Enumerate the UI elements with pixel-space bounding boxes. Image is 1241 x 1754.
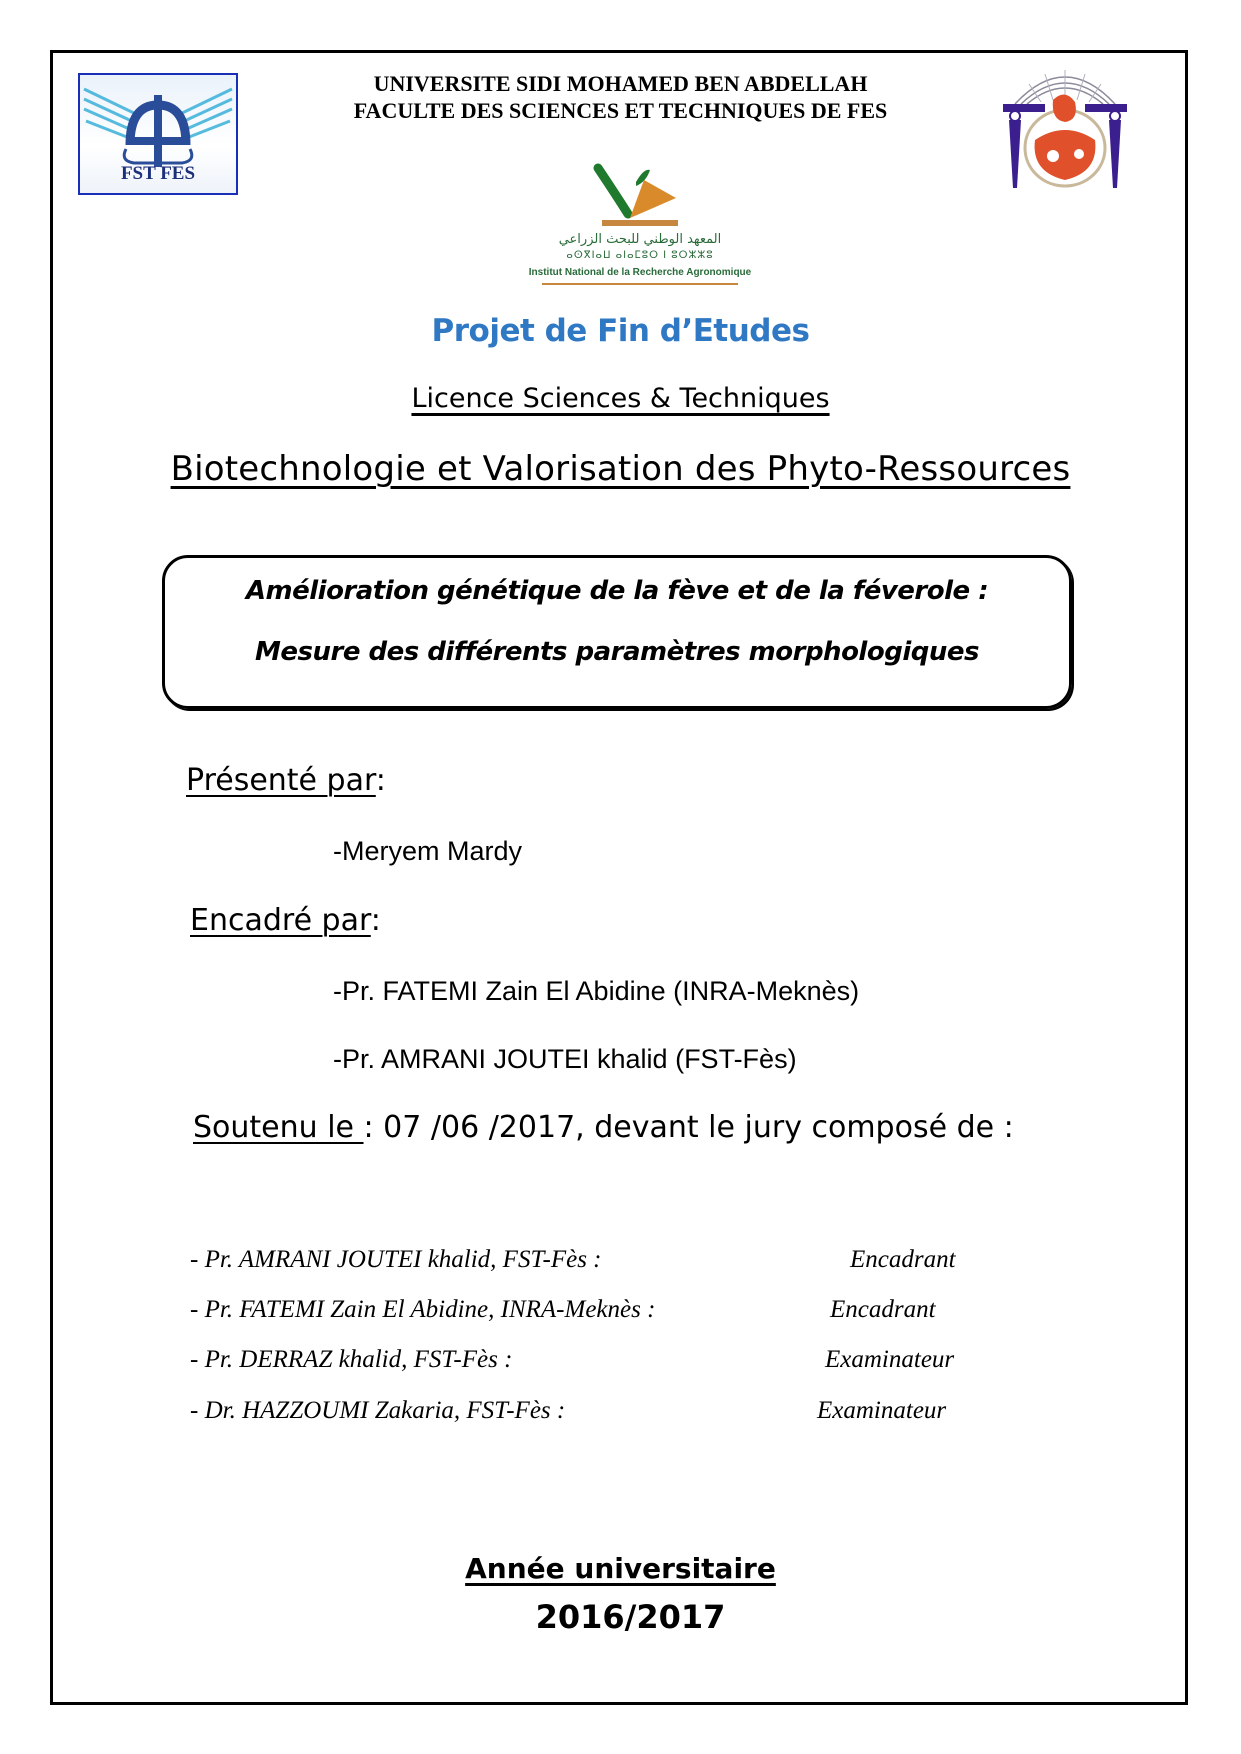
academic-year: 2016/2017 bbox=[535, 1598, 726, 1636]
jury-member-name: - Pr. FATEMI Zain El Abidine, INRA-Meknès : bbox=[190, 1296, 656, 1323]
jury-member-name: - Dr. HAZZOUMI Zakaria, FST-Fès : bbox=[190, 1397, 566, 1424]
degree-text: Licence Sciences & Techniques bbox=[411, 383, 830, 414]
jury-member-name: - Pr. AMRANI JOUTEI khalid, FST-Fès : bbox=[190, 1246, 602, 1273]
presented-by-text: Présenté par bbox=[186, 763, 376, 798]
presented-by-colon: : bbox=[375, 763, 386, 798]
presented-by-label bbox=[186, 763, 386, 798]
supervisor-1: -Pr. FATEMI Zain El Abidine (INRA-Meknès) bbox=[333, 976, 860, 1006]
defense-label: Soutenu le bbox=[193, 1110, 364, 1145]
page-border bbox=[50, 50, 1188, 1705]
program-text: Biotechnologie et Valorisation des Phyto-Ressources bbox=[170, 449, 1071, 489]
student-name: -Meryem Mardy bbox=[333, 836, 523, 866]
jury-row bbox=[190, 1346, 1000, 1378]
defense-line bbox=[193, 1110, 1014, 1145]
thesis-title-line-1: Amélioration génétique de la fève et de la féverole : bbox=[245, 576, 989, 606]
inra-divider bbox=[542, 283, 738, 285]
supervised-by-label bbox=[190, 903, 381, 938]
usmba-logo bbox=[995, 60, 1135, 200]
jury-member-name: - Pr. DERRAZ khalid, FST-Fès : bbox=[190, 1346, 513, 1373]
fst-fes-logo bbox=[78, 73, 238, 195]
jury-row bbox=[190, 1296, 1000, 1328]
inra-emblem-icon bbox=[540, 158, 740, 238]
thesis-title-line-2: Mesure des différents paramètres morphologiques bbox=[255, 637, 979, 667]
inra-tifinagh-name: ⴰⵙⴳⵏⴰⵡ ⴰⵏⴰⵎⵓⵔ ⵏ ⵓⵔⵣⵣⵓ bbox=[566, 250, 714, 261]
supervised-by-text: Encadré par bbox=[190, 903, 371, 938]
jury-member-role: Encadrant bbox=[850, 1246, 956, 1273]
jury-member-role: Encadrant bbox=[830, 1296, 936, 1323]
inra-french-name: Institut National de la Recherche Agronomique bbox=[528, 267, 752, 278]
faculty-name: FACULTE DES SCIENCES ET TECHNIQUES DE FES bbox=[353, 98, 888, 123]
jury-member-role: Examinateur bbox=[817, 1397, 947, 1424]
university-name: UNIVERSITE SIDI MOHAMED BEN ABDELLAH bbox=[373, 71, 868, 96]
supervised-by-colon: : bbox=[370, 903, 381, 938]
academic-year-label bbox=[0, 1552, 1241, 1585]
usmba-emblem-icon bbox=[995, 60, 1135, 200]
program-title bbox=[0, 449, 1241, 489]
fst-fes-logo-text: FST FES bbox=[120, 163, 196, 184]
jury-row bbox=[190, 1246, 1000, 1278]
defense-text: : 07 /06 /2017, devant le jury composé de : bbox=[363, 1110, 1014, 1145]
jury-row bbox=[190, 1397, 1000, 1429]
degree-title bbox=[0, 383, 1241, 414]
academic-year-label-text: Année universitaire bbox=[465, 1552, 776, 1585]
inra-arabic-name: المعهد الوطني للبحث الزراعي bbox=[558, 232, 722, 247]
jury-member-role: Examinateur bbox=[825, 1346, 955, 1373]
supervisor-2: -Pr. AMRANI JOUTEI khalid (FST-Fès) bbox=[333, 1044, 797, 1074]
project-type: Projet de Fin d’Etudes bbox=[431, 313, 810, 349]
